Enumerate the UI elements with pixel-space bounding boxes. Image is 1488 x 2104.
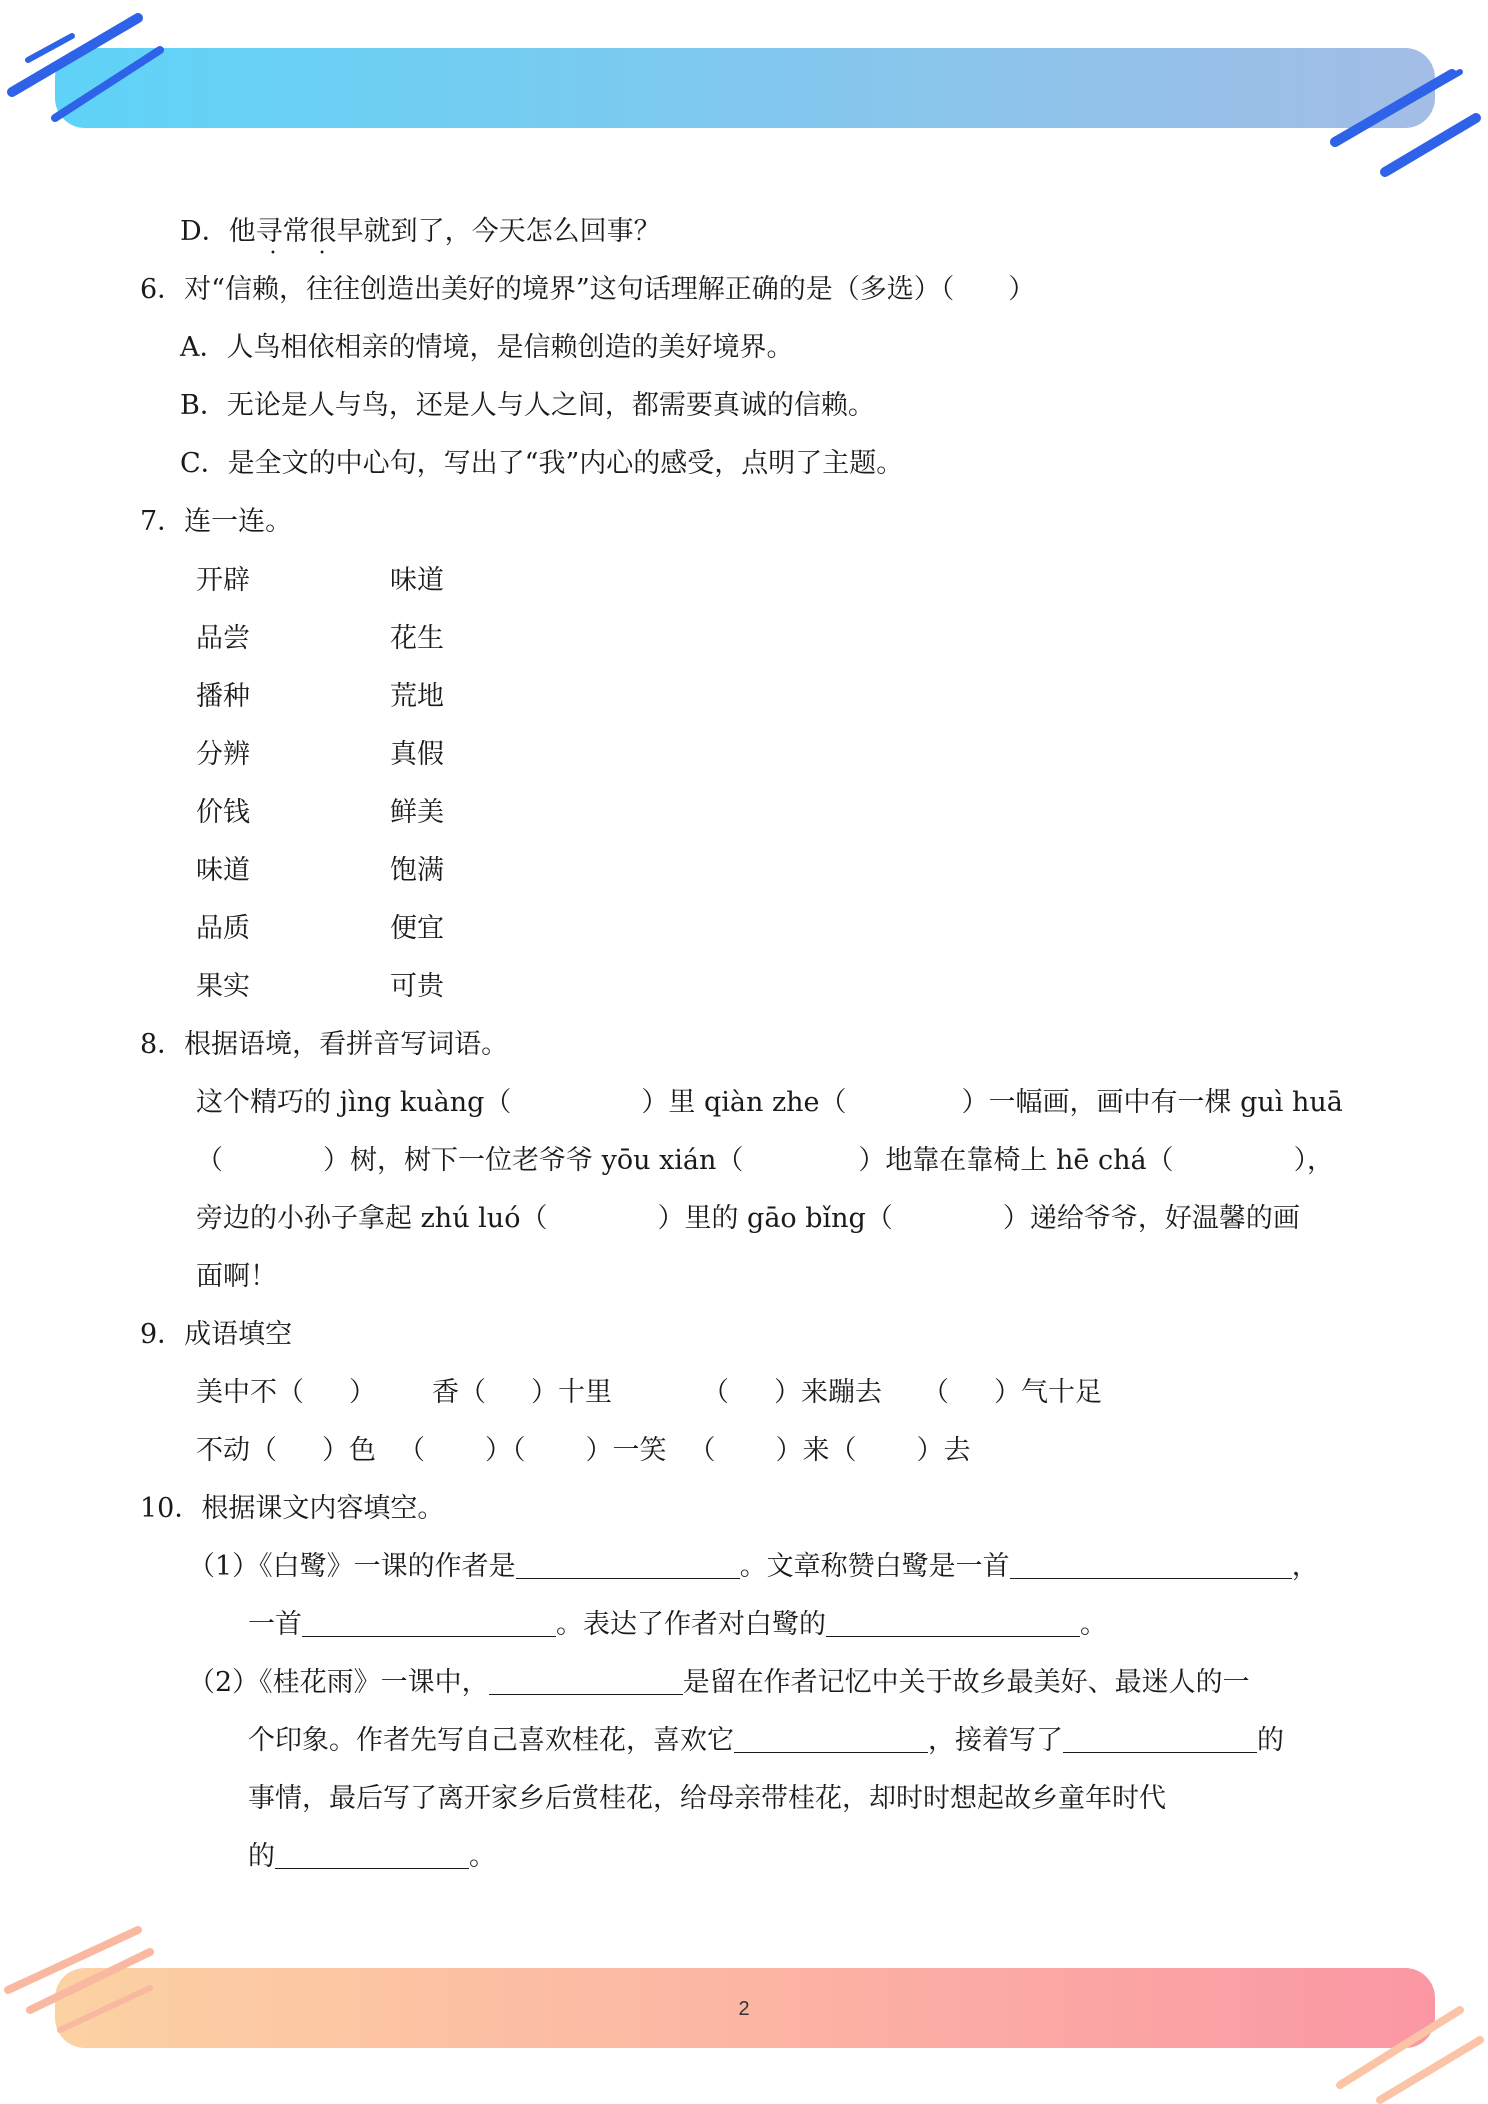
idiom-text: ）一笑 [585,1435,667,1466]
idiom-text: （ [922,1377,949,1408]
q8-text: （ [196,1145,223,1176]
fill-blank[interactable] [516,1548,740,1579]
q6-option-a: A．人鸟相依相亲的情境，是信赖创造的美好境界。 [180,332,794,363]
q8-line-1 [196,1083,1343,1123]
idiom-text: （ [688,1435,716,1466]
q9-row-2 [196,1431,971,1471]
page-number: 2 [738,1998,750,2020]
idiom-text: 不动（ [196,1435,277,1466]
match-right-item: 真假 [390,739,444,770]
q10-text: 是留在作者记忆中关于故乡最美好、最迷人的一 [682,1667,1250,1698]
q8-text: ）树，树下一位老爷爷 yōu xián（ [323,1145,744,1176]
q10-text: （1）《白鹭》一课的作者是 [188,1551,516,1582]
q6-option-c: C．是全文的中心句，写出了“我”内心的感受，点明了主题。 [180,448,904,479]
q10-part1-line2 [248,1605,1107,1645]
q10-part2-line1 [188,1663,1250,1703]
q10-text: （2）《桂花雨》一课中， [188,1667,489,1698]
q8-line-2 [196,1141,1334,1181]
idiom-text: （ [398,1435,425,1466]
q10-text: 。 [469,1841,496,1872]
fill-blank[interactable] [1063,1722,1257,1753]
fill-blank[interactable] [826,1606,1080,1637]
q9-row-1 [196,1373,1102,1413]
q8-text: 这个精巧的 jìng kuàng（ [196,1087,512,1118]
idiom-text: ）十里 [531,1377,612,1408]
q10-text: 一首 [248,1609,302,1640]
q7-stem: 7．连一连。 [140,506,293,537]
match-left-item: 品尝 [196,623,250,654]
match-left-item: 开辟 [196,565,250,596]
idiom-text: ）来（ [775,1435,857,1466]
q10-text: 个印象。作者先写自己喜欢桂花，喜欢它 [248,1725,734,1756]
match-right-item: 味道 [390,565,444,596]
fill-blank[interactable] [489,1664,683,1695]
match-left-item: 价钱 [196,797,250,828]
q8-text: ）里 qiàn zhe（ [641,1087,847,1118]
q10-stem: 10．根据课文内容填空。 [140,1493,445,1524]
q8-text: ）递给爷爷，好温馨的画 [1002,1203,1300,1234]
q10-text: 。 [1080,1609,1107,1640]
match-left-item: 播种 [196,681,250,712]
match-right-item: 花生 [390,623,444,654]
idiom-text: （ [702,1377,729,1408]
q10-part2-line3: 事情，最后写了离开家乡后赏桂花，给母亲带桂花，却时时想起故乡童年时代 [248,1783,1166,1814]
q8-text: ）， [1293,1145,1335,1176]
q10-part2-line2 [248,1721,1284,1761]
q8-line-3 [196,1199,1300,1239]
q6-option-b: B．无论是人与鸟，还是人与人之间，都需要真诚的信赖。 [180,390,875,421]
q8-line-4: 面啊！ [196,1261,277,1292]
idiom-text: ）气十足 [994,1377,1102,1408]
header-banner [12,18,1476,172]
q10-part1-line1 [188,1547,1319,1587]
q5-option-d [180,212,661,252]
fill-blank[interactable] [1010,1548,1292,1579]
q8-text: ）里的 gāo bǐng（ [657,1203,893,1234]
match-right-item: 荒地 [390,681,444,712]
match-right-item: 便宜 [390,913,444,944]
q10-text: 。文章称赞白鹭是一首 [739,1551,1010,1582]
q10-text: 。表达了作者对白鹭的 [556,1609,826,1640]
q8-text: 旁边的小孙子拿起 zhú luó（ [196,1203,548,1234]
q10-text: 的 [248,1841,275,1872]
match-right-item: 可贵 [390,971,444,1002]
q6-stem: 6．对“信赖，往往创造出美好的境界”这句话理解正确的是（多选）（ ） [140,274,1036,305]
match-left-item: 果实 [196,971,250,1002]
fill-blank[interactable] [302,1606,556,1637]
q9-stem: 9．成语填空 [140,1319,293,1350]
match-left-item: 分辨 [196,739,250,770]
idiom-text: ）色 [322,1435,376,1466]
q5-option-d-text: D．他寻常很早就到了，今天怎么回事？ [180,216,661,247]
match-left-item: 味道 [196,855,250,886]
idiom-text: ）去 [916,1435,971,1466]
q10-text: 的 [1257,1725,1284,1756]
idiom-text: ）（ [485,1435,526,1466]
q10-part2-line4 [248,1837,496,1877]
idiom-text: 美中不（ [196,1377,304,1408]
fill-blank[interactable] [275,1838,469,1869]
match-right-item: 鲜美 [390,797,444,828]
idiom-text: 香（ [432,1377,486,1408]
q8-stem: 8．根据语境，看拼音写词语。 [140,1029,509,1060]
q8-text: ）一幅画，画中有一棵 guì huā [961,1087,1343,1118]
q8-text: ）地靠在靠椅上 hē chá（ [858,1145,1174,1176]
match-left-item: 品质 [196,913,250,944]
emphasis-dots: • • [270,248,345,259]
q10-text: ，接着写了 [928,1725,1063,1756]
match-right-item: 饱满 [390,855,444,886]
fill-blank[interactable] [734,1722,928,1753]
q10-text: ， [1291,1551,1319,1582]
idiom-text: ） [349,1377,376,1408]
idiom-text: ）来蹦去 [774,1377,882,1408]
